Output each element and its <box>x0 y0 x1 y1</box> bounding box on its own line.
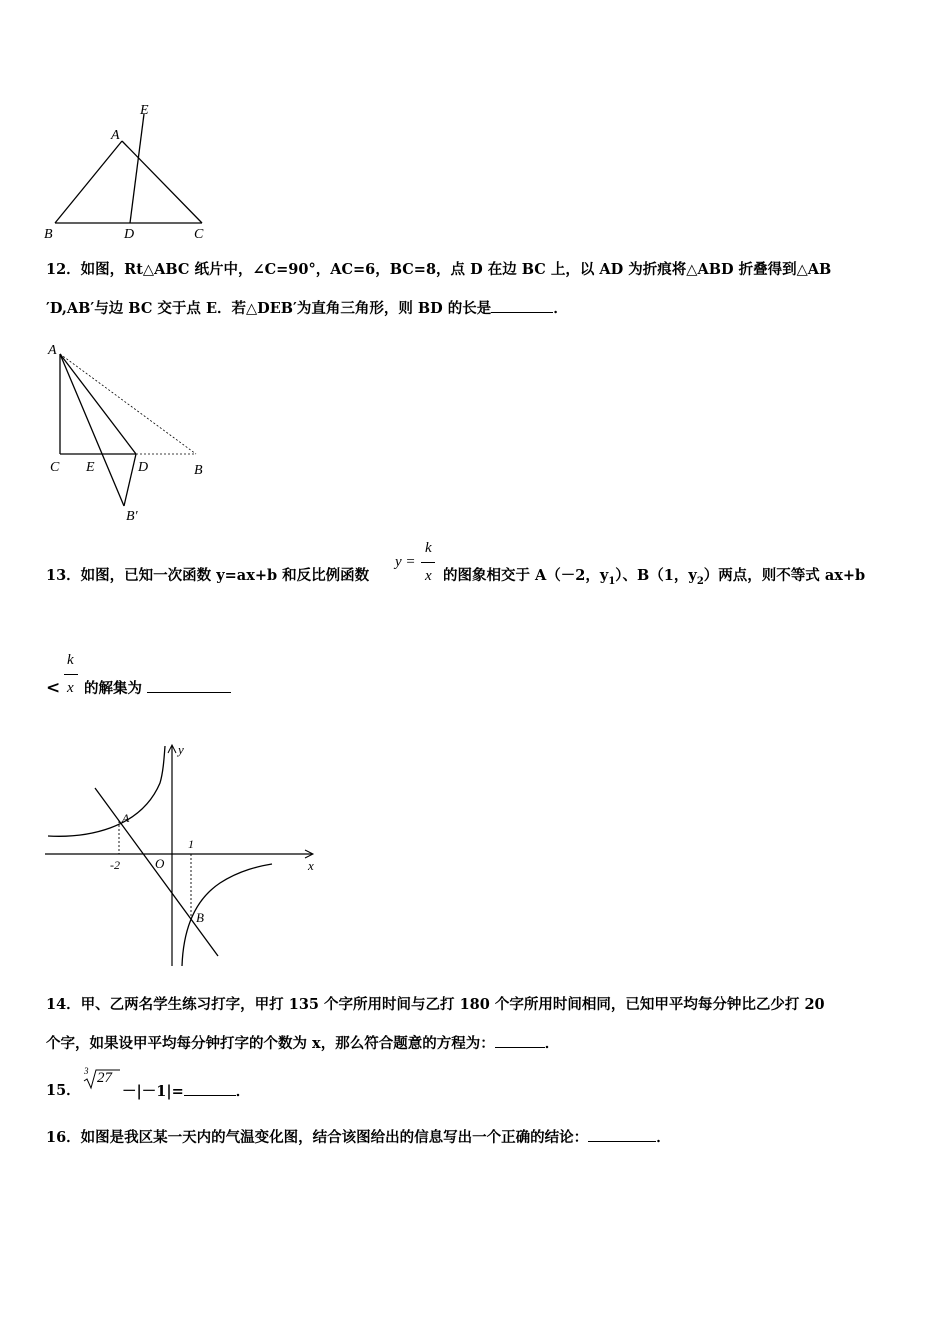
q15-rest <box>122 1081 250 1102</box>
label-e: E <box>140 103 149 118</box>
tick-minus-2: -2 <box>110 858 120 872</box>
segment-ab-prime <box>60 354 124 506</box>
q13-sub2: 2 <box>696 575 704 587</box>
q13-part3-text: ）、B（1，y <box>615 567 697 584</box>
q15-answer-blank[interactable] <box>184 1081 236 1096</box>
side-ac <box>122 141 202 223</box>
q12-line2-text: ′D,AB′与边 BC 交于点 E．若△DEB′为直角三角形，则 BD 的长是 <box>46 300 492 317</box>
label-d: D <box>138 460 149 475</box>
label-b: B <box>194 463 203 478</box>
q12-end: ． <box>553 300 568 317</box>
q14-line2 <box>46 1033 559 1054</box>
q14-end: ． <box>544 1035 560 1052</box>
tick-1: 1 <box>188 837 194 851</box>
label-y: y <box>178 742 184 757</box>
figure-q13 <box>40 738 325 973</box>
q13-part2-text: 的图象相交于 A（－2，y <box>443 567 609 584</box>
q14-line2-text: 个字，如果设甲平均每分钟打字的个数为 x，那么符合题意的方程为： <box>46 1035 495 1052</box>
q13-fraction-2 <box>64 652 80 700</box>
label-d: D <box>124 227 135 242</box>
figure-q11 <box>40 98 220 243</box>
q13-part5 <box>84 678 231 699</box>
label-a: A <box>111 128 120 143</box>
q13-part4-text: ）两点，则不等式 ax+b <box>703 567 866 584</box>
q13-less-than: < <box>46 678 61 698</box>
segment-ad <box>60 354 136 454</box>
root-index: 3 <box>84 1066 89 1076</box>
frac-denominator: x <box>425 568 432 584</box>
label-a: A <box>48 343 57 358</box>
frac-lhs: y = <box>395 554 416 570</box>
frac-bar <box>421 562 435 563</box>
q12-answer-blank[interactable] <box>491 298 553 313</box>
hyperbola-branch-left <box>48 746 165 836</box>
q13-part2 <box>443 566 865 592</box>
q13-part1: 13．如图，已知一次函数 y=ax+b 和反比例函数 <box>46 567 370 584</box>
linear-function-line <box>95 788 218 956</box>
q15-number: 15． <box>46 1082 81 1099</box>
q12-line2 <box>46 298 568 319</box>
frac2-numerator: k <box>67 652 74 668</box>
q13-sub1: 1 <box>608 575 616 587</box>
frac-numerator: k <box>425 540 432 556</box>
label-b-prime: B′ <box>126 509 138 524</box>
frac2-denominator: x <box>67 680 74 696</box>
q15-rest-text: －|－1|= <box>122 1083 184 1100</box>
label-origin: O <box>155 856 165 871</box>
label-c: C <box>194 227 204 242</box>
segment-de <box>130 114 144 223</box>
q15-end: ． <box>235 1083 251 1100</box>
q16-end: ． <box>656 1129 671 1146</box>
q13-answer-blank[interactable] <box>147 678 231 693</box>
q16-answer-blank[interactable] <box>588 1127 656 1142</box>
q13-fraction-y <box>395 540 441 588</box>
label-a: A <box>122 811 130 825</box>
side-ba <box>55 141 122 223</box>
q13-part5-text: 的解集为 <box>84 680 142 697</box>
figure-q12 <box>44 340 214 525</box>
q12-line1: 12．如图，Rt△ABC 纸片中，∠C=90°，AC=6，BC=8，点 D 在边 BC 上，以 AD 为折痕将△ABD 折叠得到△AB <box>46 261 832 278</box>
q16-line <box>46 1127 671 1148</box>
label-b: B <box>196 910 204 925</box>
q15-cube-root <box>82 1066 122 1090</box>
q16-text: 16．如图是我区某一天内的气温变化图，结合该图给出的信息写出一个正确的结论： <box>46 1129 589 1146</box>
frac2-bar <box>64 674 78 675</box>
q14-line1: 14．甲、乙两名学生练习打字，甲打 135 个字所用时间与乙打 180 个字所用时间相同，已知甲平均每分钟比乙少打 20 <box>46 996 825 1013</box>
label-e: E <box>86 460 95 475</box>
label-c: C <box>50 460 60 475</box>
q14-answer-blank[interactable] <box>495 1033 545 1048</box>
label-b: B <box>44 227 53 242</box>
segment-db-prime <box>124 454 136 506</box>
radicand: 27 <box>97 1070 112 1086</box>
label-x: x <box>308 858 314 873</box>
